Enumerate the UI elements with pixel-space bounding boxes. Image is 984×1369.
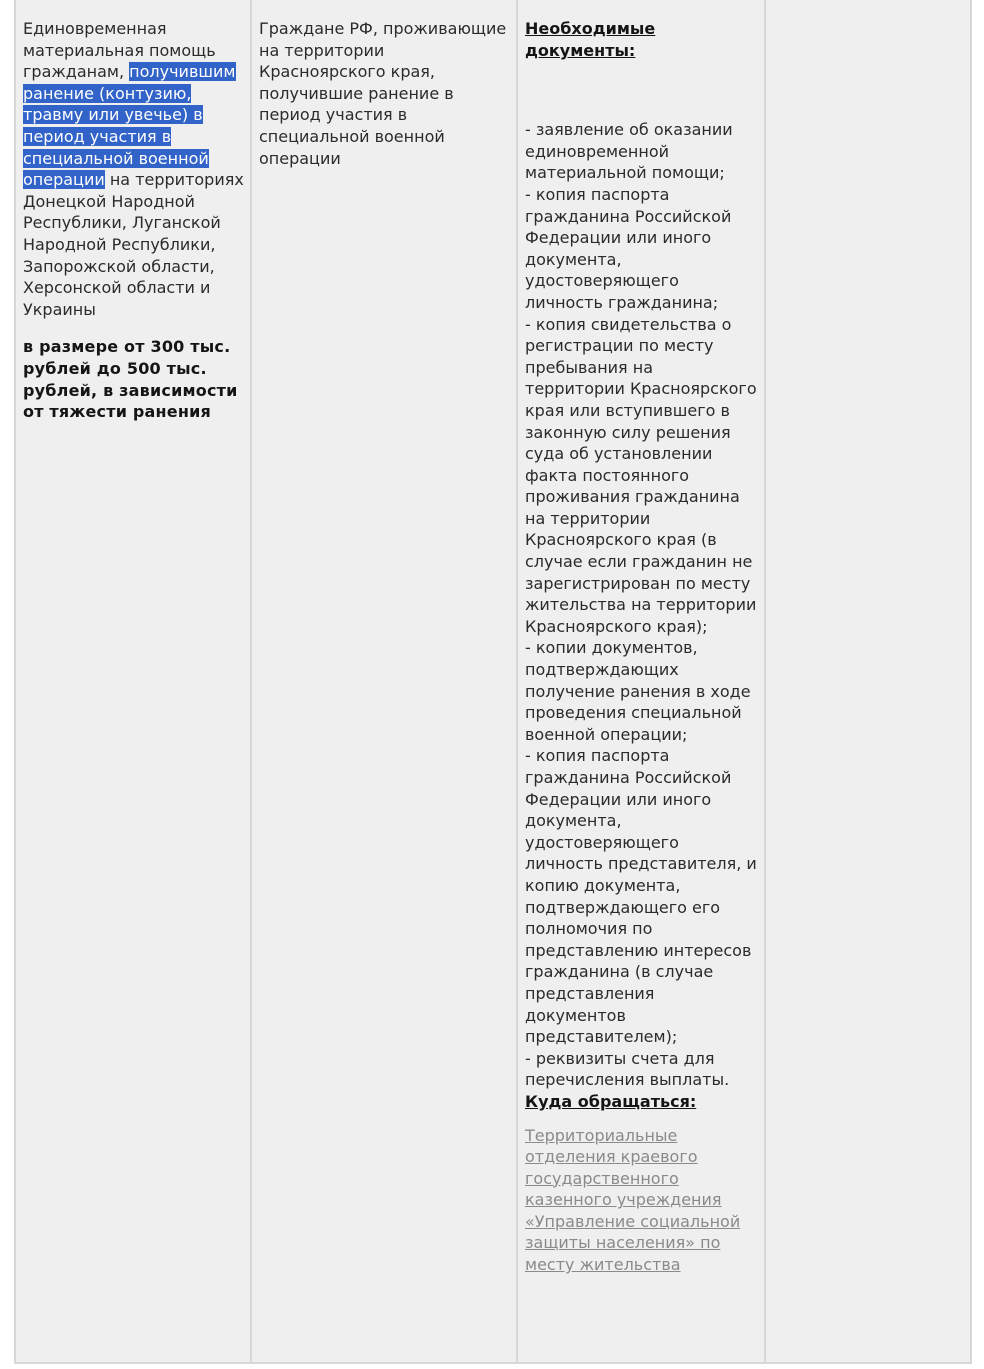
list-item: - копия паспорта гражданина Российской Федерации или иного документа, удостоверяющего личность гражданина; xyxy=(525,184,732,312)
table-bottom-border xyxy=(14,1362,970,1364)
recipients-cell xyxy=(251,0,517,1363)
benefit-name-text: Единовременная материальная помощь гражданам, xyxy=(23,19,216,82)
benefit-amount: в размере от 300 тыс. рублей до 500 тыс. рублей, в зависимости от тяжести ранения xyxy=(23,337,238,422)
list-item: - копия паспорта гражданина Российской Федерации или иного документа, удостоверяющего личность представителя, и копию документа, подтверждающего его полномочия по представлению интересов гражданина (в случае представления документов представителем); xyxy=(525,746,757,1047)
social-protection-offices-link[interactable]: Территориальные отделения краевого государственного казенного учреждения «Управление социальной защиты населения» по месту жительства xyxy=(525,1125,741,1275)
documents-heading: Необходимые документы: xyxy=(525,19,656,60)
list-item: - копии документов, подтверждающих получение ранения в ходе проведения специальной военной операции; xyxy=(525,638,751,744)
benefit-description xyxy=(23,18,244,320)
empty-cell xyxy=(765,0,971,1363)
benefit-territory-text: на территориях Донецкой Народной Республики, Луганской Народной Республики, Запорожской области, Херсонской области и Украины xyxy=(23,170,244,319)
selected-text-highlight[interactable]: получившим ранение (контузию, травму или увечье) в период участия в специальной военной операции xyxy=(23,62,236,190)
list-item: - копия свидетельства о регистрации по месту пребывания на территории Красноярского края или вступившего в законную силу решения суда об установлении факта постоянного проживания гражданина на территории Красноярского края (в случае если гражданин не зарегистрирован по месту жительства на территории Красноярского края); xyxy=(525,314,757,636)
benefit-name-cell xyxy=(15,0,251,1363)
recipients-text: Граждане РФ, проживающие на территории Красноярского края, получившие ранение в период участия в специальной военной операции xyxy=(259,19,507,168)
documents-cell xyxy=(517,0,765,1363)
table-row xyxy=(15,0,971,1363)
contacts-heading: Куда обращаться: xyxy=(525,1091,697,1111)
benefits-table xyxy=(14,0,972,1364)
list-item: - заявление об оказании единовременной материальной помощи; xyxy=(525,120,733,183)
documents-list xyxy=(525,119,758,1091)
list-item: - реквизиты счета для перечисления выплаты. xyxy=(525,1048,730,1090)
